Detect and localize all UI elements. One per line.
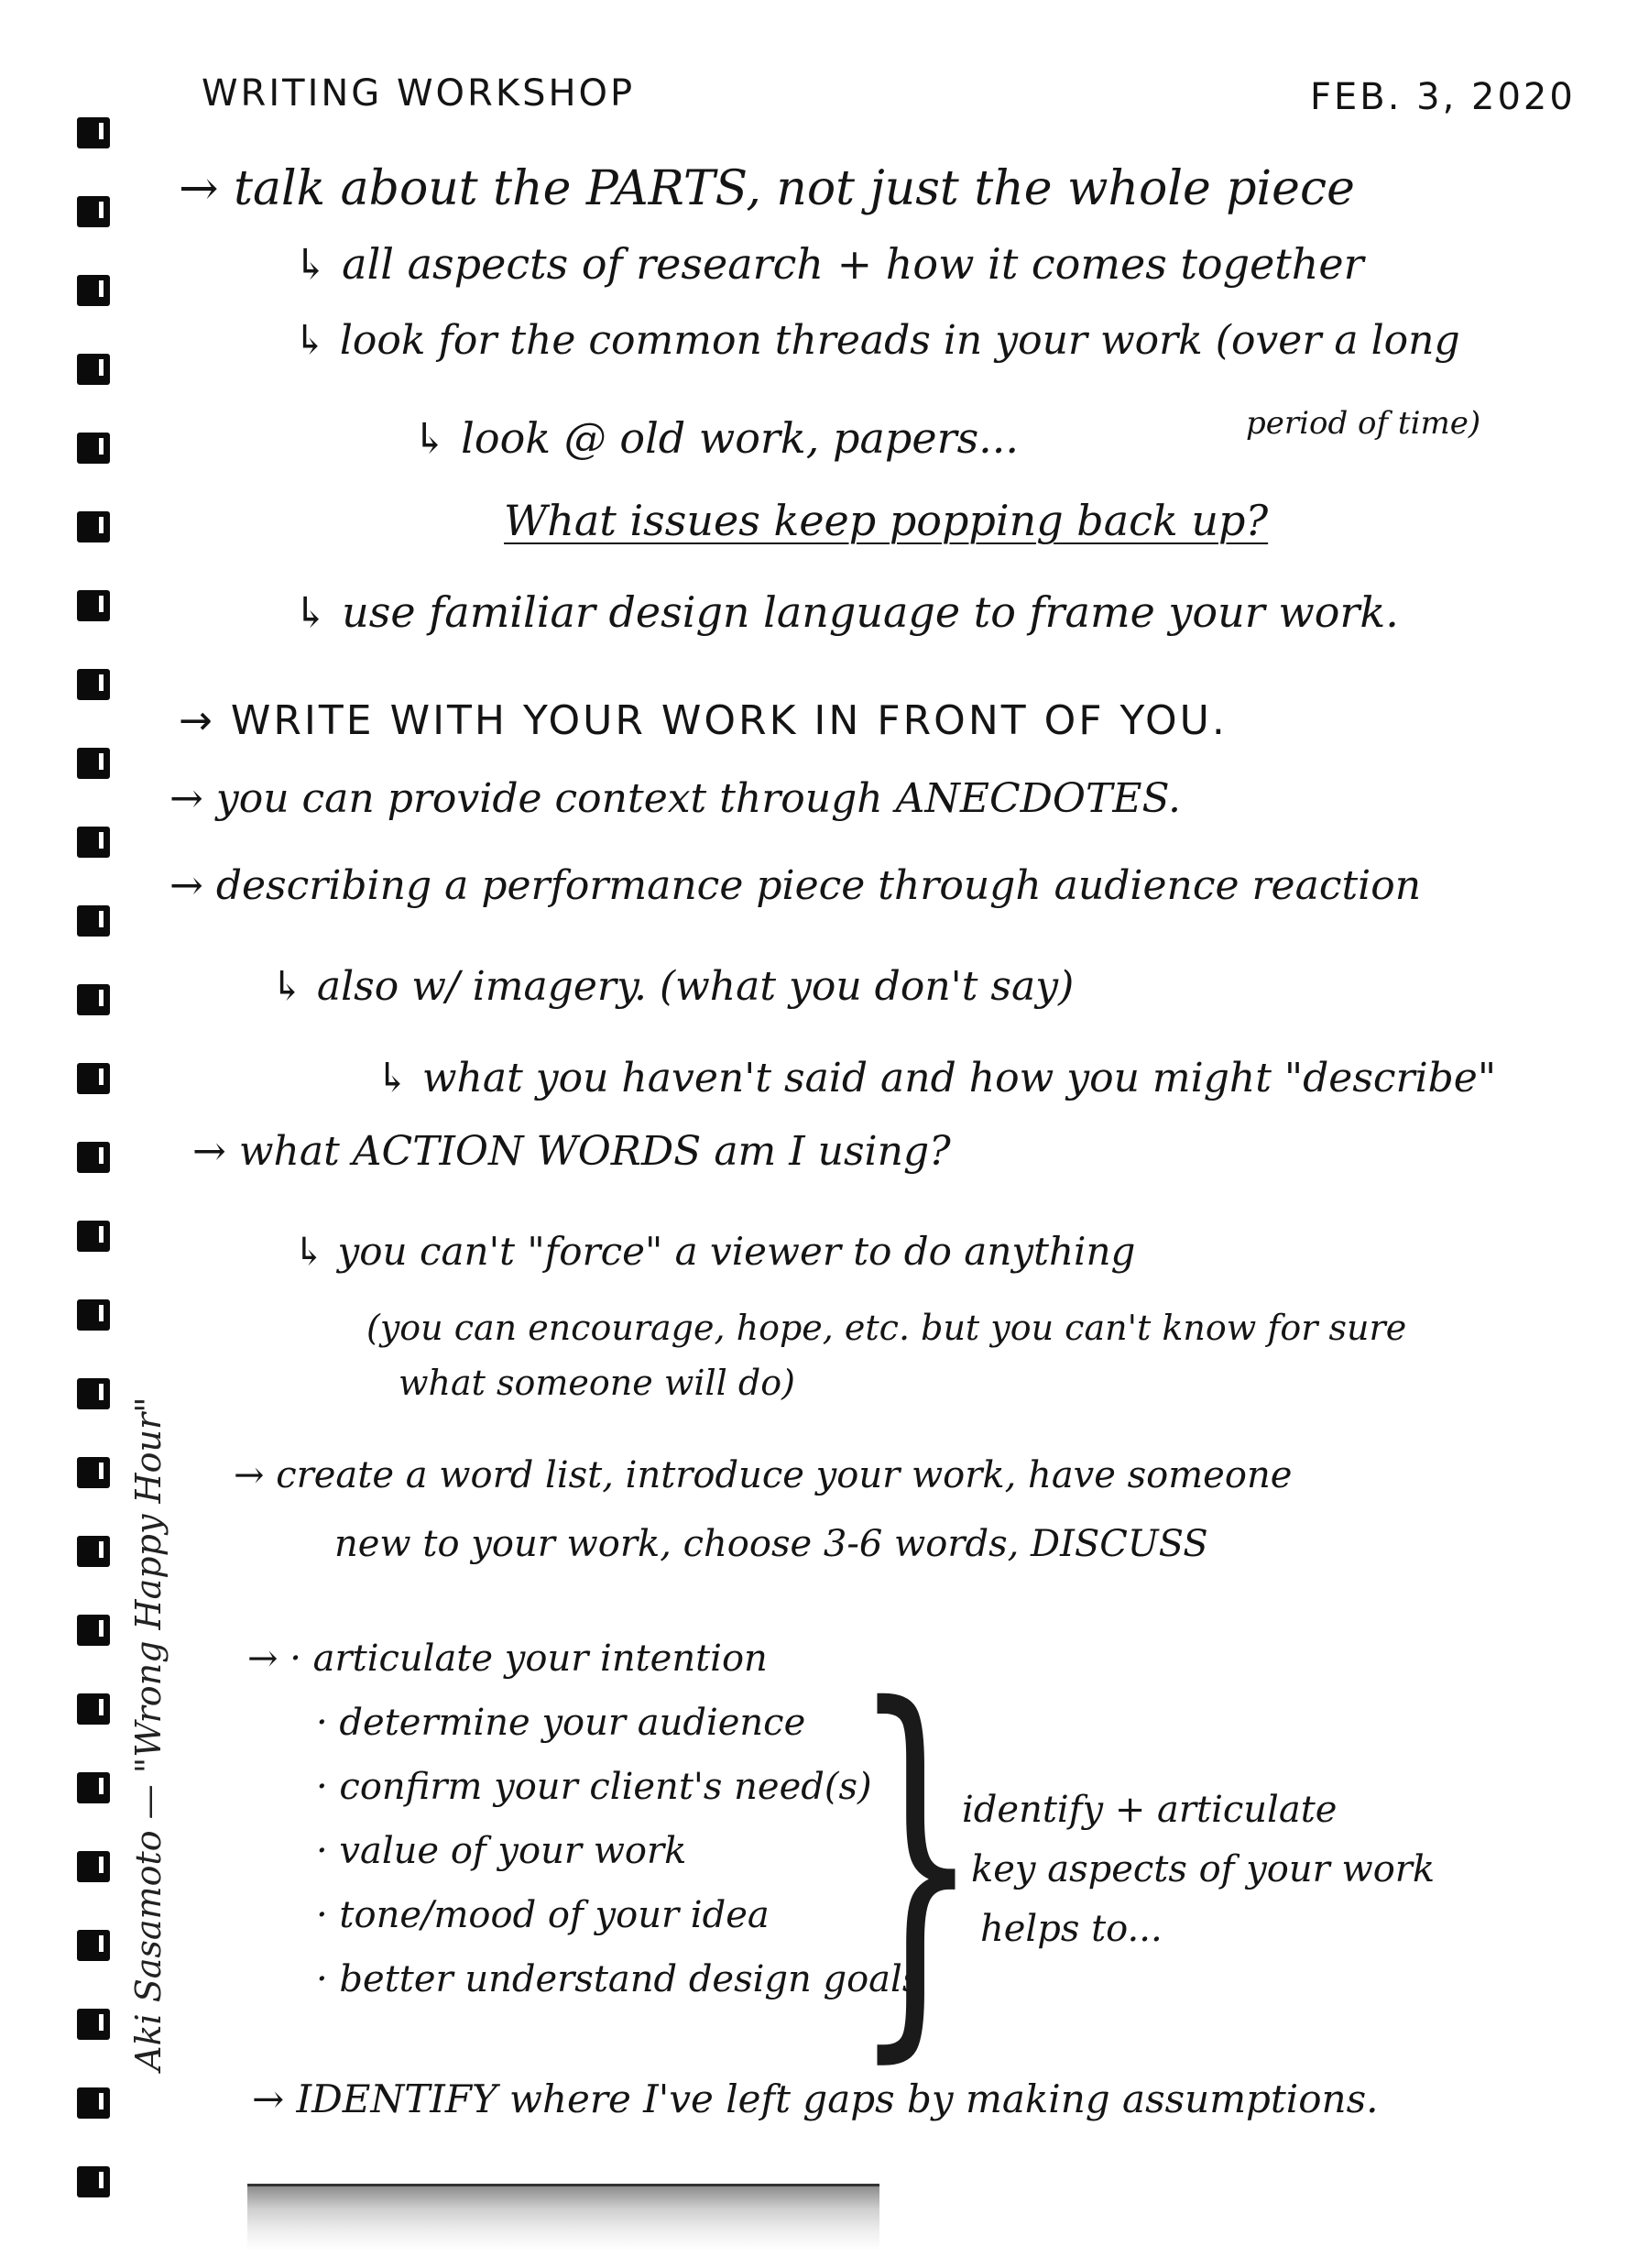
paper-scrap — [247, 2184, 879, 2251]
note-line: → you can provide context through ANECDOTES. — [169, 775, 1182, 822]
spiral-binding — [77, 92, 114, 2199]
curly-brace: } — [852, 1626, 980, 2095]
note-line: → describing a performance piece through audience reaction — [169, 862, 1422, 909]
note-line: ↳ all aspects of research + how it comes together — [293, 239, 1364, 289]
aside-line: helps to... — [980, 1908, 1163, 1950]
note-line: What issues keep popping back up? — [504, 496, 1269, 545]
note-line: ↳ look @ old work, papers... — [412, 413, 1020, 463]
note-line: (you can encourage, hope, etc. but you can't know for sure — [366, 1308, 1407, 1348]
final-line: → IDENTIFY where I've left gaps by making assumptions. — [252, 2076, 1379, 2121]
bullet-item: · confirm your client's need(s) — [316, 1766, 872, 1808]
bullet-item: → · articulate your intention — [247, 1638, 768, 1680]
bullet-item: · tone/mood of your idea — [316, 1894, 770, 1936]
bullet-item: · determine your audience — [316, 1702, 806, 1744]
note-line: → what ACTION WORDS am I using? — [192, 1128, 951, 1175]
aside-line: key aspects of your work — [971, 1848, 1436, 1890]
note-line: ↳ use familiar design language to frame your work. — [293, 587, 1399, 637]
note-line: → talk about the PARTS, not just the whole piece — [179, 161, 1355, 216]
note-line: → WRITE WITH YOUR WORK IN FRONT OF YOU. — [179, 697, 1228, 744]
note-line: → create a word list, introduce your work, have someone — [234, 1454, 1293, 1496]
margin-note: Aki Sasamoto — "Wrong Happy Hour" — [128, 1397, 169, 2071]
aside-line: identify + articulate — [962, 1789, 1338, 1831]
bullet-item: · value of your work — [316, 1830, 687, 1872]
page-date: FEB. 3, 2020 — [1310, 76, 1576, 118]
note-line: what someone will do) — [399, 1363, 795, 1403]
note-line: ↳ also w/ imagery. (what you don't say) — [270, 963, 1075, 1010]
bullet-item: · better understand design goals — [316, 1958, 922, 2000]
note-line: ↳ look for the common threads in your work (over a long — [293, 317, 1460, 364]
note-line: new to your work, choose 3-6 words, DISCUSS — [334, 1523, 1208, 1565]
note-line: ↳ what you haven't said and how you might "describe" — [376, 1055, 1497, 1101]
note-line: ↳ you can't "force" a viewer to do anything — [293, 1229, 1136, 1274]
page-title: WRITING WORKSHOP — [202, 72, 636, 115]
note-line: period of time) — [1246, 405, 1481, 442]
